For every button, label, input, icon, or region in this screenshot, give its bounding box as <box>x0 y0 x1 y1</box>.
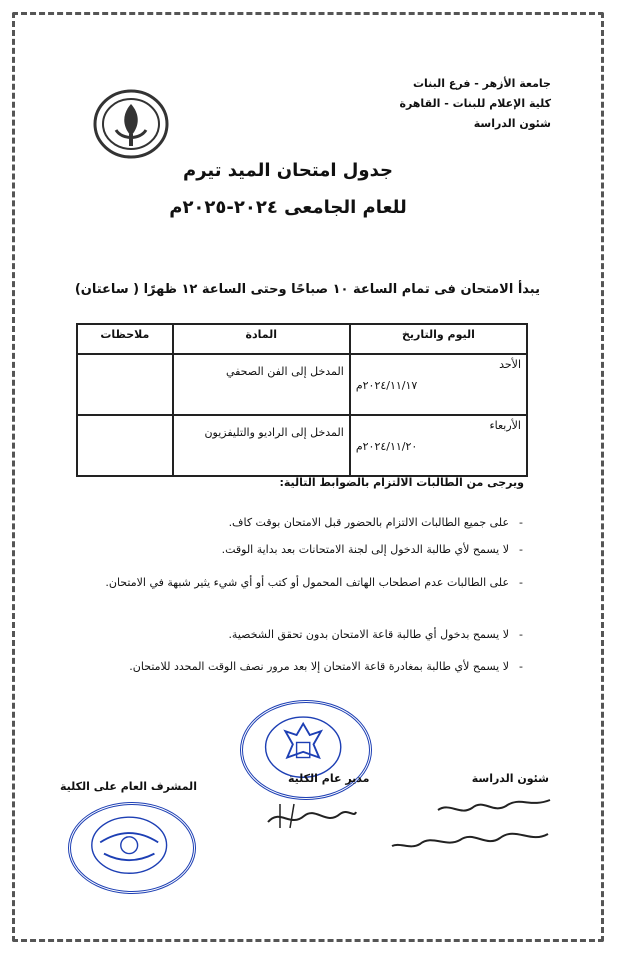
rule-item: -لا يسمح لأي طالبة الدخول إلى لجنة الامتحانات بعد بداية الوقت. <box>221 543 523 556</box>
row-day: الأحد <box>499 358 521 371</box>
seal-emblem-icon <box>71 805 193 891</box>
rule-text: لا يسمح بدخول أي طالبة قاعة الامتحان بدون تحقق الشخصية. <box>228 628 510 641</box>
rule-text: لا يسمح لأي طالبة الدخول إلى لجنة الامتحانات بعد بداية الوقت. <box>221 543 510 556</box>
row-subject: المدخل إلى الراديو والتليفزيون <box>173 415 350 476</box>
rule-item: -على الطالبات عدم اصطحاب الهاتف المحمول أو كتب أو أي شيء يثير شبهة في الامتحان. <box>105 576 523 589</box>
page-subtitle: للعام الجامعى ٢٠٢٤-٢٠٢٥م <box>169 197 407 218</box>
letterhead <box>311 74 551 134</box>
page-title: جدول امتحان الميد تيرم <box>183 160 393 181</box>
letterhead-university: جامعة الأزهر - فرع البنات <box>412 77 551 90</box>
handwritten-signature-icon <box>260 798 360 834</box>
table-row <box>77 354 527 415</box>
signature-supervisor: المشرف العام على الكلية <box>60 780 197 793</box>
header-notes: ملاحظات <box>77 324 173 354</box>
letterhead-faculty: كلية الإعلام للبنات - القاهرة <box>399 97 551 110</box>
row-date: ٢٠٢٤/١١/٢٠م <box>355 440 418 453</box>
row-notes <box>77 354 173 415</box>
table-row <box>77 415 527 476</box>
rules-intro: ويرجى من الطالبات الالتزام بالضوابط التالية: <box>279 476 524 489</box>
signature-studies-affairs: شئون الدراسة <box>471 772 549 785</box>
exam-time-note: يبدأ الامتحان فى تمام الساعة ١٠ صباحًا وحتى الساعة ١٢ ظهرًا ( ساعتان) <box>74 282 540 297</box>
rule-text: على جميع الطالبات الالتزام بالحضور قبل الامتحان بوقت كاف. <box>228 516 510 529</box>
rule-text: على الطالبات عدم اصطحاب الهاتف المحمول أو كتب أو أي شيء يثير شبهة في الامتحان. <box>105 576 510 589</box>
signature-dean: مدير عام الكلية <box>288 772 370 785</box>
row-day-date <box>350 415 527 476</box>
official-stamp <box>240 700 372 800</box>
exam-table <box>76 323 528 477</box>
header-subject: المادة <box>173 324 350 354</box>
rule-item: -على جميع الطالبات الالتزام بالحضور قبل الامتحان بوقت كاف. <box>228 516 523 529</box>
handwritten-signature-icon <box>380 790 560 860</box>
header-day-date: اليوم والتاريخ <box>350 324 527 354</box>
rule-text: لا يسمح لأي طالبة بمغادرة قاعة الامتحان إلا بعد مرور نصف الوقت المحدد للامتحان. <box>129 660 510 673</box>
university-logo-icon <box>92 88 170 160</box>
row-day-date <box>350 354 527 415</box>
rule-item: -لا يسمح بدخول أي طالبة قاعة الامتحان بدون تحقق الشخصية. <box>228 628 523 641</box>
official-stamp <box>68 802 196 894</box>
row-date: ٢٠٢٤/١١/١٧م <box>355 379 418 392</box>
table-header-row <box>77 324 527 354</box>
row-day: الأربعاء <box>489 419 521 432</box>
row-subject: المدخل إلى الفن الصحفي <box>173 354 350 415</box>
row-notes <box>77 415 173 476</box>
letterhead-department: شئون الدراسة <box>473 117 551 130</box>
rule-item: -لا يسمح لأي طالبة بمغادرة قاعة الامتحان إلا بعد مرور نصف الوقت المحدد للامتحان. <box>129 660 523 673</box>
